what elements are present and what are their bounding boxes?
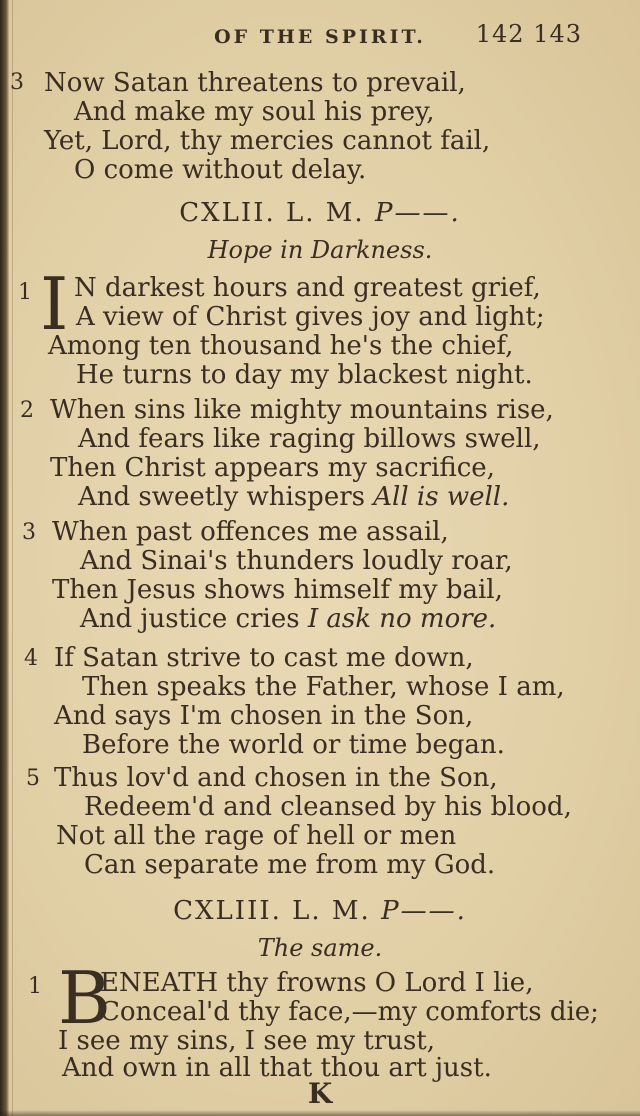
verse-line: Now Satan threatens to prevail, <box>44 68 466 98</box>
hymn-tune: P——. <box>381 896 467 926</box>
hymn-heading <box>0 896 640 926</box>
drop-cap: B <box>58 956 111 1040</box>
hymn-number-meter: CXLII. L. M. <box>179 198 365 228</box>
verse-line <box>80 604 496 634</box>
verse-line: And fears like raging billows swell, <box>78 424 541 454</box>
verse-line: Yet, Lord, thy mercies cannot fail, <box>44 126 491 156</box>
hymn-subtitle: The same. <box>257 934 383 962</box>
verse-emphasis: I ask no more. <box>307 604 497 634</box>
verse-number: 1 <box>28 974 42 999</box>
verse-line: When sins like mighty mountains rise, <box>50 395 554 425</box>
verse-text: And sweetly whispers <box>78 482 374 512</box>
verse-emphasis: All is well. <box>373 482 510 512</box>
verse-line: O come without delay. <box>74 155 367 185</box>
verse-number: 4 <box>24 646 38 671</box>
verse-line: Redeem'd and cleansed by his blood, <box>84 792 572 822</box>
signature-mark: K <box>307 1077 333 1110</box>
verse-line <box>78 482 509 512</box>
verse-number: 3 <box>10 70 24 95</box>
hymn-heading <box>0 198 640 228</box>
hymn-number-meter: CXLIII. L. M. <box>173 896 371 926</box>
verse-number: 5 <box>26 766 40 791</box>
verse-line: And says I'm chosen in the Son, <box>54 701 474 731</box>
verse-line: When past offences me assail, <box>52 517 449 547</box>
verse-line: ENEATH thy frowns O Lord I lie, <box>100 968 534 998</box>
verse-line: And make my soul his prey, <box>74 97 435 127</box>
verse-number: 3 <box>22 520 36 545</box>
verse-number: 2 <box>20 398 34 423</box>
verse-line: Then Christ appears my sacrifice, <box>50 453 495 483</box>
page-numbers: 142 143 <box>475 20 582 48</box>
verse-line: Then Jesus shows himself my bail, <box>52 575 503 605</box>
verse-line: If Satan strive to cast me down, <box>54 643 474 673</box>
verse-line: He turns to day my blackest night. <box>76 360 533 390</box>
verse-line: N darkest hours and greatest grief, <box>74 273 541 303</box>
verse-line: Thus lov'd and chosen in the Son, <box>54 763 498 793</box>
verse-line: And Sinai's thunders loudly roar, <box>80 546 513 576</box>
verse-line: Before the world or time began. <box>82 730 505 760</box>
running-title: OF THE SPIRIT. <box>214 26 426 48</box>
verse-number: 1 <box>18 280 32 305</box>
verse-line: Can separate me from my God. <box>84 850 496 880</box>
verse-line: And own in all that thou art just. <box>62 1053 492 1083</box>
verse-line: Not all the rage of hell or men <box>56 821 457 851</box>
verse-line: Then speaks the Father, whose I am, <box>82 672 565 702</box>
verse-line: A view of Christ gives joy and light; <box>76 302 545 332</box>
verse-line: Among ten thousand he's the chief, <box>48 331 514 361</box>
drop-cap: I <box>40 262 69 346</box>
verse-text: And justice cries <box>80 604 308 634</box>
hymn-subtitle: Hope in Darkness. <box>207 236 433 264</box>
hymn-tune: P——. <box>374 198 461 228</box>
page-bottom-edge <box>0 1110 640 1116</box>
verse-line: I see my sins, I see my trust, <box>58 1026 435 1056</box>
verse-line: Conceal'd thy face,—my comforts die; <box>100 997 599 1027</box>
